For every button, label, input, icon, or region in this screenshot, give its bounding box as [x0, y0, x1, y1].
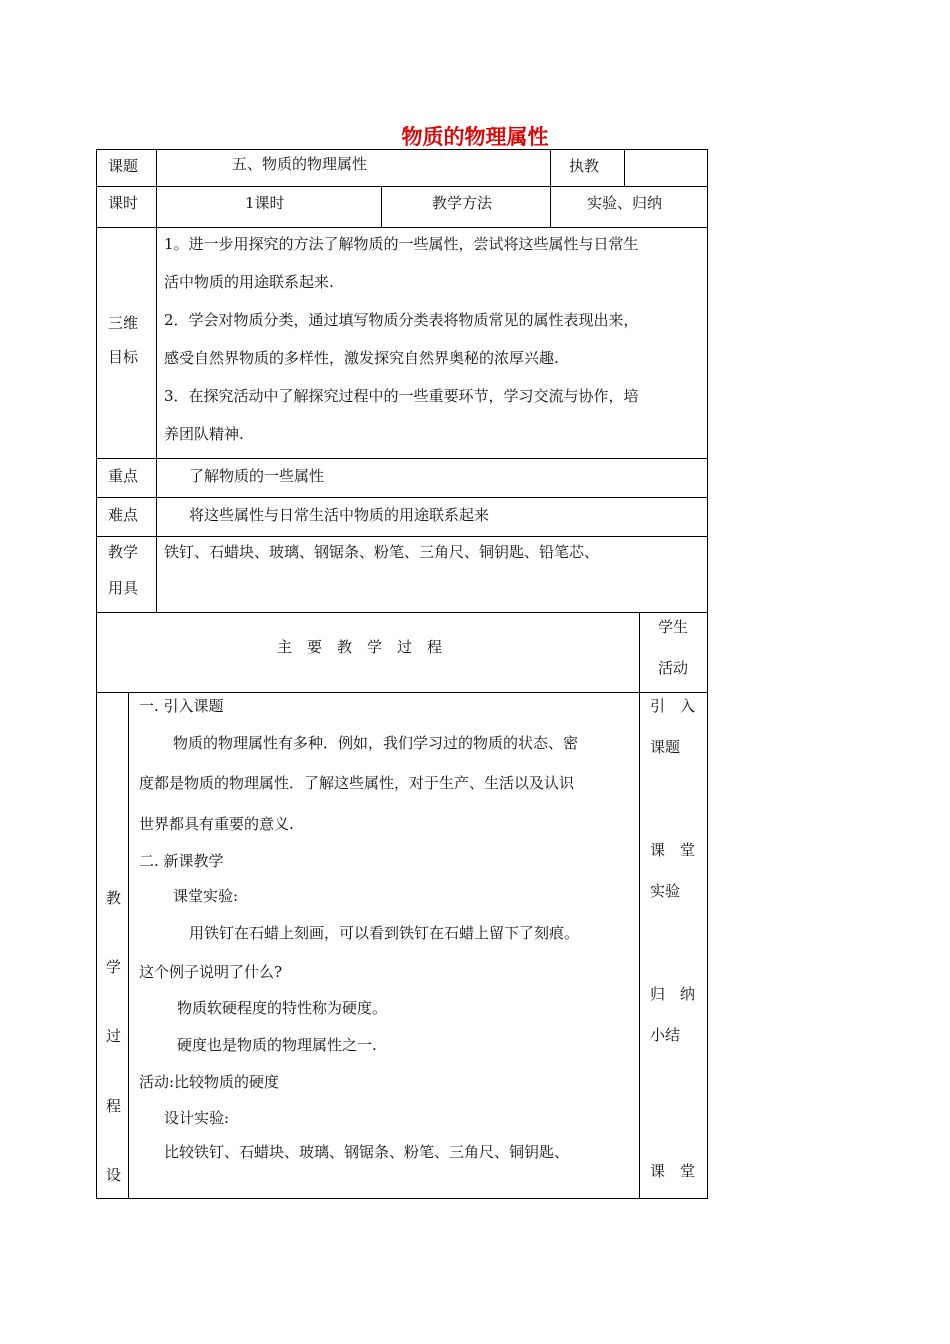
process-line: 设计实验:: [164, 1109, 230, 1127]
key-point-text: 了解物质的一些属性: [189, 467, 325, 485]
topic-value: 五、物质的物理属性: [232, 155, 368, 173]
process-line: 硬度也是物质的物理属性之一.: [177, 1036, 377, 1054]
activity-label: 课 堂: [650, 841, 696, 859]
process-title: 主 要 教 学 过 程: [277, 638, 443, 656]
student-activity-label-2: 活动: [658, 659, 689, 677]
difficulty-label: 难点: [108, 506, 139, 524]
process-line: 比较铁钉、石蜡块、玻璃、钢锯条、粉笔、三角尺、铜钥匙、: [164, 1143, 570, 1161]
process-line: 物质的物理属性有多种．例如，我们学习过的物质的状态、密: [173, 734, 579, 752]
teacher-label: 执教: [569, 157, 600, 175]
activity-label: 课 堂: [650, 1162, 696, 1180]
activity-label: 实验: [650, 882, 681, 900]
goals-label-1: 三维: [108, 314, 139, 332]
process-side-char: 教: [106, 889, 122, 907]
process-line: 二. 新课教学: [139, 852, 224, 870]
goal-line: 1。进一步用探究的方法了解物质的一些属性，尝试将这些属性与日常生: [164, 235, 639, 253]
process-line: 这个例子说明了什么?: [139, 963, 283, 981]
goal-line: 活中物质的用途联系起来.: [164, 273, 334, 291]
method-value: 实验、归纳: [587, 194, 663, 212]
goals-label-2: 目标: [108, 348, 139, 366]
process-line: 物质软硬程度的特性称为硬度。: [177, 999, 388, 1017]
difficulty-text: 将这些属性与日常生活中物质的用途联系起来: [189, 506, 490, 524]
process-side-char: 过: [106, 1027, 122, 1045]
activity-label: 归 纳: [650, 985, 696, 1003]
process-side-char: 学: [106, 958, 122, 976]
process-line: 度都是物质的物理属性．了解这些属性，对于生产、生活以及认识: [139, 774, 575, 792]
page-title: 物质的物理属性: [401, 125, 549, 149]
goal-line: 养团队精神.: [164, 425, 244, 443]
hours-value: 1课时: [245, 194, 285, 212]
goal-line: 3．在探究活动中了解探究过程中的一些重要环节，学习交流与协作，培: [164, 387, 639, 405]
key-point-label: 重点: [108, 467, 139, 485]
tools-label-2: 用具: [108, 579, 139, 597]
hours-label: 课时: [108, 194, 139, 212]
process-line: 课堂实验:: [173, 887, 239, 905]
goal-line: 感受自然界物质的多样性，激发探究自然界奥秘的浓厚兴趣.: [164, 349, 559, 367]
goal-line: 2．学会对物质分类，通过填写物质分类表将物质常见的属性表现出来，: [164, 311, 639, 329]
topic-label: 课题: [108, 157, 139, 175]
process-line: 世界都具有重要的意义.: [139, 815, 294, 833]
activity-label: 小结: [650, 1026, 681, 1044]
activity-label: 引 入: [650, 697, 696, 715]
process-line: 一. 引入课题: [139, 697, 224, 715]
tools-text: 铁钉、石蜡块、玻璃、钢锯条、粉笔、三角尺、铜钥匙、铅笔芯、: [164, 543, 600, 561]
process-line: 用铁钉在石蜡上刻画，可以看到铁钉在石蜡上留下了刻痕。: [189, 924, 580, 942]
method-label: 教学方法: [432, 194, 493, 212]
tools-label-1: 教学: [108, 543, 139, 561]
activity-label: 课题: [650, 738, 681, 756]
student-activity-label-1: 学生: [658, 618, 689, 636]
process-line: 活动:比较物质的硬度: [139, 1073, 280, 1091]
process-side-char: 程: [106, 1097, 122, 1115]
process-side-char: 设: [106, 1166, 122, 1184]
